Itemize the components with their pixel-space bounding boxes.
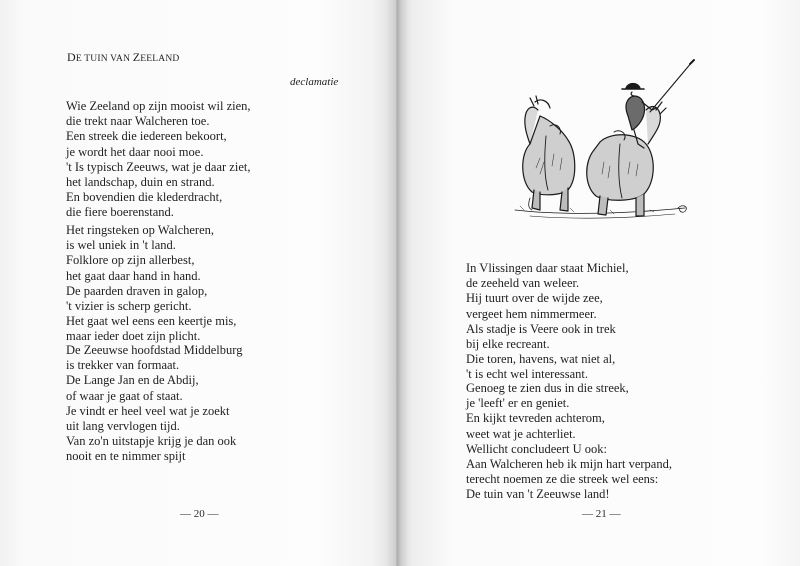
title-smallcaps: EELAND (140, 54, 180, 64)
poem-line: Een streek die iedereen bekoort, (66, 129, 227, 144)
poem-line: of waar je gaat of staat. (66, 388, 183, 403)
poem-line: die fiere boerenstand. (66, 205, 174, 220)
poem-title (67, 50, 179, 65)
poem-line: 't is echt wel interessant. (466, 367, 589, 382)
poem-line: De tuin van 't Zeeuwse land! (466, 487, 610, 502)
poem-line: is trekker van formaat. (66, 358, 180, 373)
poem-line: Wie Zeeland op zijn mooist wil zien, (66, 99, 251, 113)
poem-line: 't Is typisch Zeeuws, wat je daar ziet, (66, 159, 251, 174)
poem-line: Van zo'n uitstapje krijg je dan ook (66, 434, 237, 449)
poem-line: nooit en te nimmer spijt (66, 449, 186, 464)
poem-line: weet wat je achterliet. (466, 426, 576, 441)
poem-line: die trekt naar Walcheren toe. (66, 114, 210, 129)
page-number: — 21 — (582, 508, 621, 520)
poem-line: 't vizier is scherp gericht. (66, 299, 192, 314)
poem-line: En bovendien die klederdracht, (66, 190, 223, 205)
poem-line: Aan Walcheren heb ik mijn hart verpand, (466, 457, 672, 472)
poem-line: je wordt het daar nooi moe. (66, 144, 204, 159)
poem-line: De paarden draven in galop, (66, 283, 208, 298)
poem-line: En kijkt tevreden achterom, (466, 411, 605, 426)
poem-line: Genoeg te zien dus in die streek, (466, 381, 629, 395)
poem-line: De Lange Jan en de Abdij, (66, 373, 199, 388)
poem-line: terecht noemen ze die streek wel eens: (466, 472, 659, 487)
stanza (66, 99, 251, 221)
poem-line: je 'leeft' er en geniet. (466, 396, 570, 411)
poem-line: Folklore op zijn allerbest, (66, 253, 195, 268)
poem-line: is wel uniek in 't land. (66, 238, 176, 253)
poem-line: In Vlissingen daar staat Michiel, (466, 261, 629, 275)
horses-with-rider-illustration (510, 58, 700, 230)
title-smallcaps: E TUIN VAN (75, 54, 133, 64)
poem-subtitle: declamatie (290, 76, 339, 88)
poem-line: Wellicht concludeert U ook: (466, 441, 607, 456)
poem-line: maar ieder doet zijn plicht. (66, 329, 201, 344)
poem-line: Het gaat wel eens een keertje mis, (66, 314, 237, 329)
poem-line: Die toren, havens, wat niet al, (466, 352, 616, 367)
stanza (466, 261, 629, 383)
poem-line: Als stadje is Veere ook in trek (466, 321, 616, 336)
stanza (66, 343, 242, 465)
stanza (66, 223, 236, 345)
poem-line: uit lang vervlogen tijd. (66, 419, 180, 434)
poem-line: De Zeeuwse hoofdstad Middelburg (66, 343, 243, 357)
book-gutter (386, 0, 408, 566)
poem-line: Hij tuurt over de wijde zee, (466, 291, 603, 306)
poem-line: de zeeheld van weleer. (466, 276, 580, 291)
poem-line: Het ringsteken op Walcheren, (66, 223, 215, 237)
poem-line: vergeet hem nimmermeer. (466, 306, 597, 321)
title-initial: D (67, 50, 76, 64)
page-number: — 20 — (180, 508, 219, 520)
poem-line: bij elke recreant. (466, 337, 550, 352)
poem-line: Je vindt er heel veel wat je zoekt (66, 403, 230, 418)
title-initial: Z (132, 50, 141, 64)
poem-line: het gaat daar hand in hand. (66, 268, 201, 283)
stanza (466, 381, 672, 503)
poem-line: het landschap, duin en strand. (66, 175, 215, 190)
